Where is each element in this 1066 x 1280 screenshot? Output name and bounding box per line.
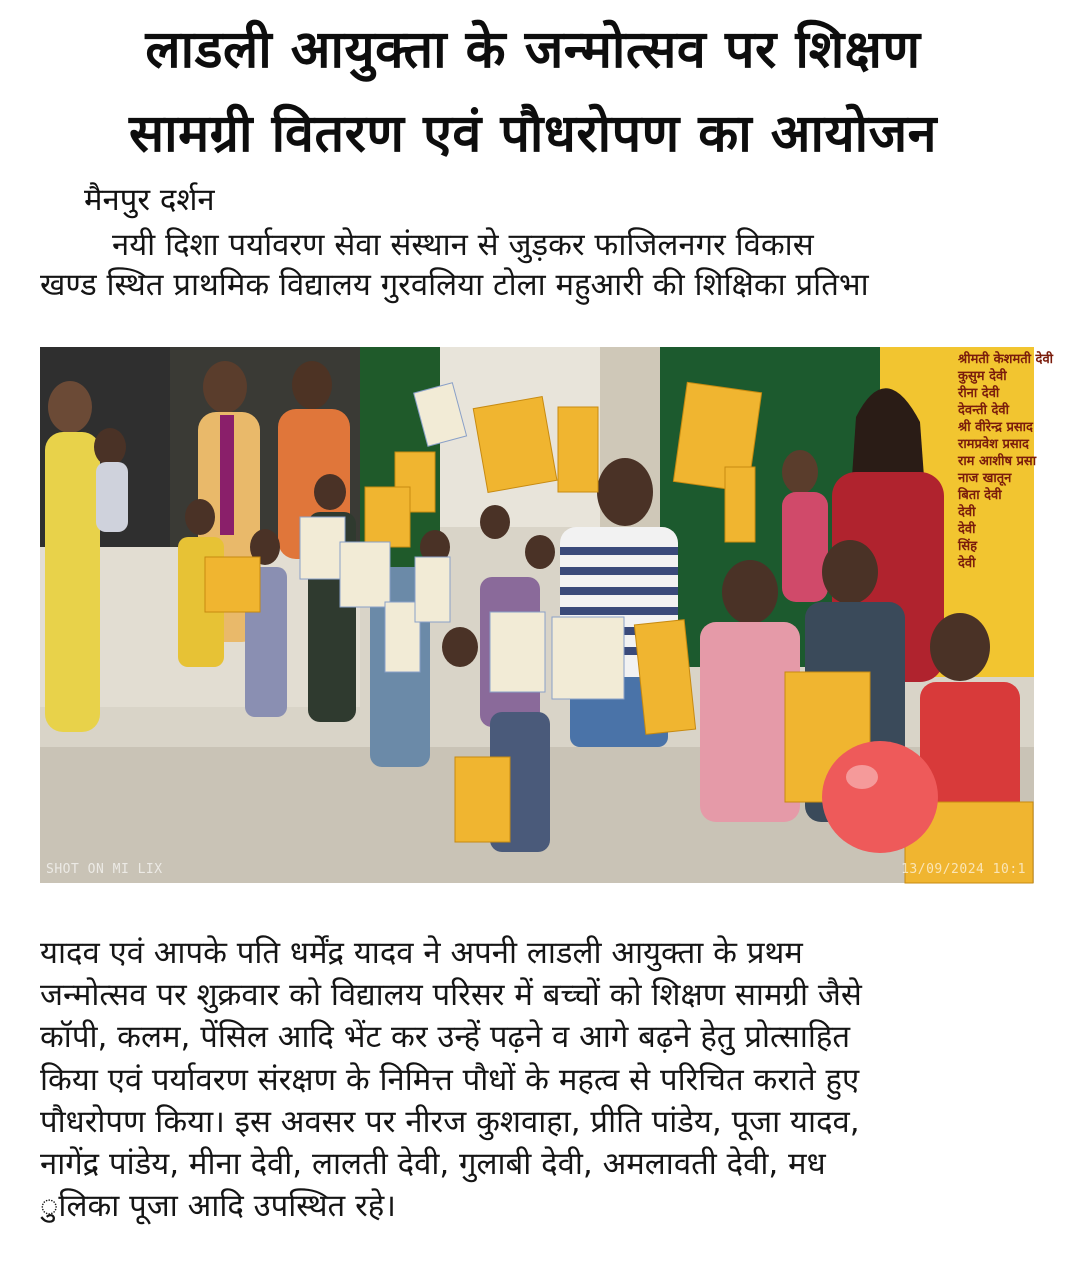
- wall-name: रामप्रवेश प्रसाद: [958, 437, 1029, 452]
- camera-watermark: SHOT ON MI LIX: [46, 862, 163, 877]
- wall-name: नाज खातून: [958, 471, 1012, 486]
- byline: मैनपुर दर्शन: [84, 182, 215, 218]
- body-line: किया एवं पर्यावरण संरक्षण के निमित्त पौधों के महत्व से परिचित कराते हुए: [40, 1061, 860, 1098]
- wall-name: बिता देवी: [958, 488, 1002, 503]
- intro-line: नयी दिशा पर्यावरण सेवा संस्थान से जुड़कर फाजिलनगर विकास: [112, 227, 814, 263]
- body-line: जन्मोत्सव पर शुक्रवार को विद्यालय परिसर में बच्चों को शिक्षण सामग्री जैसे: [40, 977, 862, 1014]
- wall-name-list: [958, 351, 1054, 572]
- wall-name: श्री वीरेन्द्र प्रसाद: [958, 420, 1033, 435]
- wall-name: रीना देवी: [958, 386, 1000, 401]
- wall-name: श्रीमती केशमती देवी: [958, 352, 1054, 367]
- photo-illustration: [40, 347, 1054, 883]
- body-paragraph: [40, 932, 1036, 1227]
- news-photo: [40, 347, 1054, 883]
- wall-name: सिंह: [958, 539, 978, 554]
- headline-line-1: लाडली आयुक्ता के जन्मोत्सव पर शिक्षण: [145, 20, 921, 80]
- intro-paragraph: [40, 225, 1036, 305]
- body-line: ुलिका पूजा आदि उपस्थित रहे।: [40, 1188, 396, 1225]
- wall-name: देवी: [958, 556, 976, 571]
- intro-line: खण्ड स्थित प्राथमिक विद्यालय गुरवलिया टोला महुआरी की शिक्षिका प्रतिभा: [40, 267, 869, 303]
- body-line: नागेंद्र पांडेय, मीना देवी, लालती देवी, गुलाबी देवी, अमलावती देवी, मध: [40, 1146, 826, 1183]
- body-line: कॉपी, कलम, पेंसिल आदि भेंट कर उन्हें पढ़ने व आगे बढ़ने हेतु प्रोत्साहित: [40, 1019, 851, 1056]
- headline-line-2: सामग्री वितरण एवं पौधरोपण का आयोजन: [128, 104, 938, 164]
- body-line: यादव एवं आपके पति धर्मेंद्र यादव ने अपनी लाडली आयुक्ता के प्रथम: [40, 935, 803, 971]
- wall-name: देवी: [958, 505, 976, 520]
- wall-name: कुसुम देवी: [958, 369, 1007, 384]
- wall-name: देवन्ती देवी: [958, 403, 1009, 418]
- wall-name: देवी: [958, 522, 976, 537]
- photo-timestamp: 13/09/2024 10:1: [901, 862, 1026, 877]
- body-line: पौधरोपण किया। इस अवसर पर नीरज कुशवाहा, प्रीति पांडेय, पूजा यादव,: [40, 1103, 860, 1140]
- wall-name: राम आशीष प्रसा: [958, 454, 1037, 469]
